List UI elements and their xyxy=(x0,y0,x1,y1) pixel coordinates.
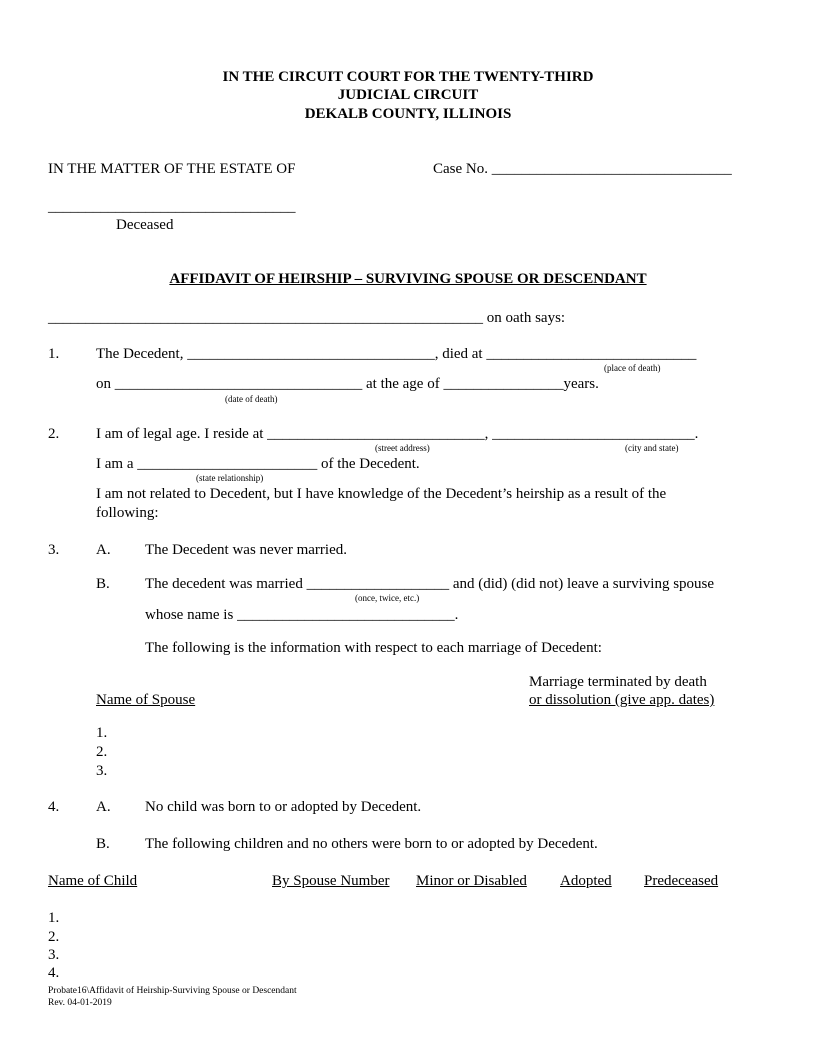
court-header-line-3: DEKALB COUNTY, ILLINOIS xyxy=(304,106,512,122)
item-1-number: 1. xyxy=(48,346,60,362)
place-of-death-hint: (place of death) xyxy=(604,363,661,373)
by-spouse-number-column-header: By Spouse Number xyxy=(272,873,390,889)
date-of-death-hint: (date of death) xyxy=(225,394,278,404)
child-row: 1. xyxy=(48,910,60,926)
predeceased-column-header: Predeceased xyxy=(644,873,719,889)
item-2-number: 2. xyxy=(48,426,60,442)
spouse-row: 2. xyxy=(96,744,108,760)
document-title: AFFIDAVIT OF HEIRSHIP – SURVIVING SPOUSE OR DESCENDANT xyxy=(169,271,647,287)
minor-disabled-column-header: Minor or Disabled xyxy=(416,873,527,889)
surviving-spouse-name-field[interactable]: whose name is _____________________________. xyxy=(145,607,459,623)
case-number-field[interactable]: Case No. ________________________________ xyxy=(433,161,732,177)
marriage-terminated-header-2: or dissolution (give app. dates) xyxy=(529,692,715,708)
decedent-name-death-place-field[interactable]: The Decedent, _________________________________, died at ____________________________ xyxy=(96,346,697,362)
death-date-age-field[interactable]: on _________________________________ at the age of ________________years. xyxy=(96,376,599,392)
city-state-hint: (city and state) xyxy=(625,443,679,453)
footer-form-path: Probate16\Affidavit of Heirship-Surviving Spouse or Descendant xyxy=(48,986,297,996)
court-header-line-1: IN THE CIRCUIT COURT FOR THE TWENTY-THIRD xyxy=(222,69,594,85)
child-row: 2. xyxy=(48,929,60,945)
deceased-name-field[interactable]: _________________________________ xyxy=(48,199,296,215)
spouse-row: 1. xyxy=(96,725,108,741)
spouse-row: 3. xyxy=(96,763,108,779)
child-name-column-header: Name of Child xyxy=(48,873,138,889)
street-address-hint: (street address) xyxy=(375,443,430,453)
deceased-label: Deceased xyxy=(116,217,174,233)
children-list-option[interactable]: The following children and no others were born to or adopted by Decedent. xyxy=(145,836,598,852)
spouse-name-column-header: Name of Spouse xyxy=(96,692,196,708)
affiant-name-field[interactable]: __________________________________________________________ on oath says: xyxy=(48,310,566,326)
item-3a-label: A. xyxy=(96,542,111,558)
adopted-column-header: Adopted xyxy=(560,873,612,889)
item-3b-label: B. xyxy=(96,576,110,592)
never-married-option[interactable]: The Decedent was never married. xyxy=(145,542,347,558)
marriage-terminated-header-1: Marriage terminated by death xyxy=(529,674,707,690)
child-row: 3. xyxy=(48,947,60,963)
relationship-field[interactable]: I am a ________________________ of the Decedent. xyxy=(96,456,420,472)
item-3-number: 3. xyxy=(48,542,60,558)
item-4-number: 4. xyxy=(48,799,60,815)
no-child-option[interactable]: No child was born to or adopted by Decedent. xyxy=(145,799,422,815)
item-4a-label: A. xyxy=(96,799,111,815)
residence-field[interactable]: I am of legal age. I reside at _____________________________, ___________________________. xyxy=(96,426,699,442)
times-married-hint: (once, twice, etc.) xyxy=(355,593,420,603)
child-row: 4. xyxy=(48,965,60,981)
item-4b-label: B. xyxy=(96,836,110,852)
marriage-info-intro: The following is the information with respect to each marriage of Decedent: xyxy=(145,640,602,656)
estate-matter-label: IN THE MATTER OF THE ESTATE OF xyxy=(48,161,296,177)
relationship-hint: (state relationship) xyxy=(196,473,264,483)
not-related-statement: I am not related to Decedent, but I have knowledge of the Decedent’s heirship as a result of the xyxy=(96,486,667,502)
footer-revision: Rev. 04-01-2019 xyxy=(48,998,112,1008)
not-related-statement-cont: following: xyxy=(96,505,159,521)
married-times-field[interactable]: The decedent was married ___________________ and (did) (did not) leave a surviving spouse xyxy=(145,576,715,592)
court-header-line-2: JUDICIAL CIRCUIT xyxy=(337,87,479,103)
